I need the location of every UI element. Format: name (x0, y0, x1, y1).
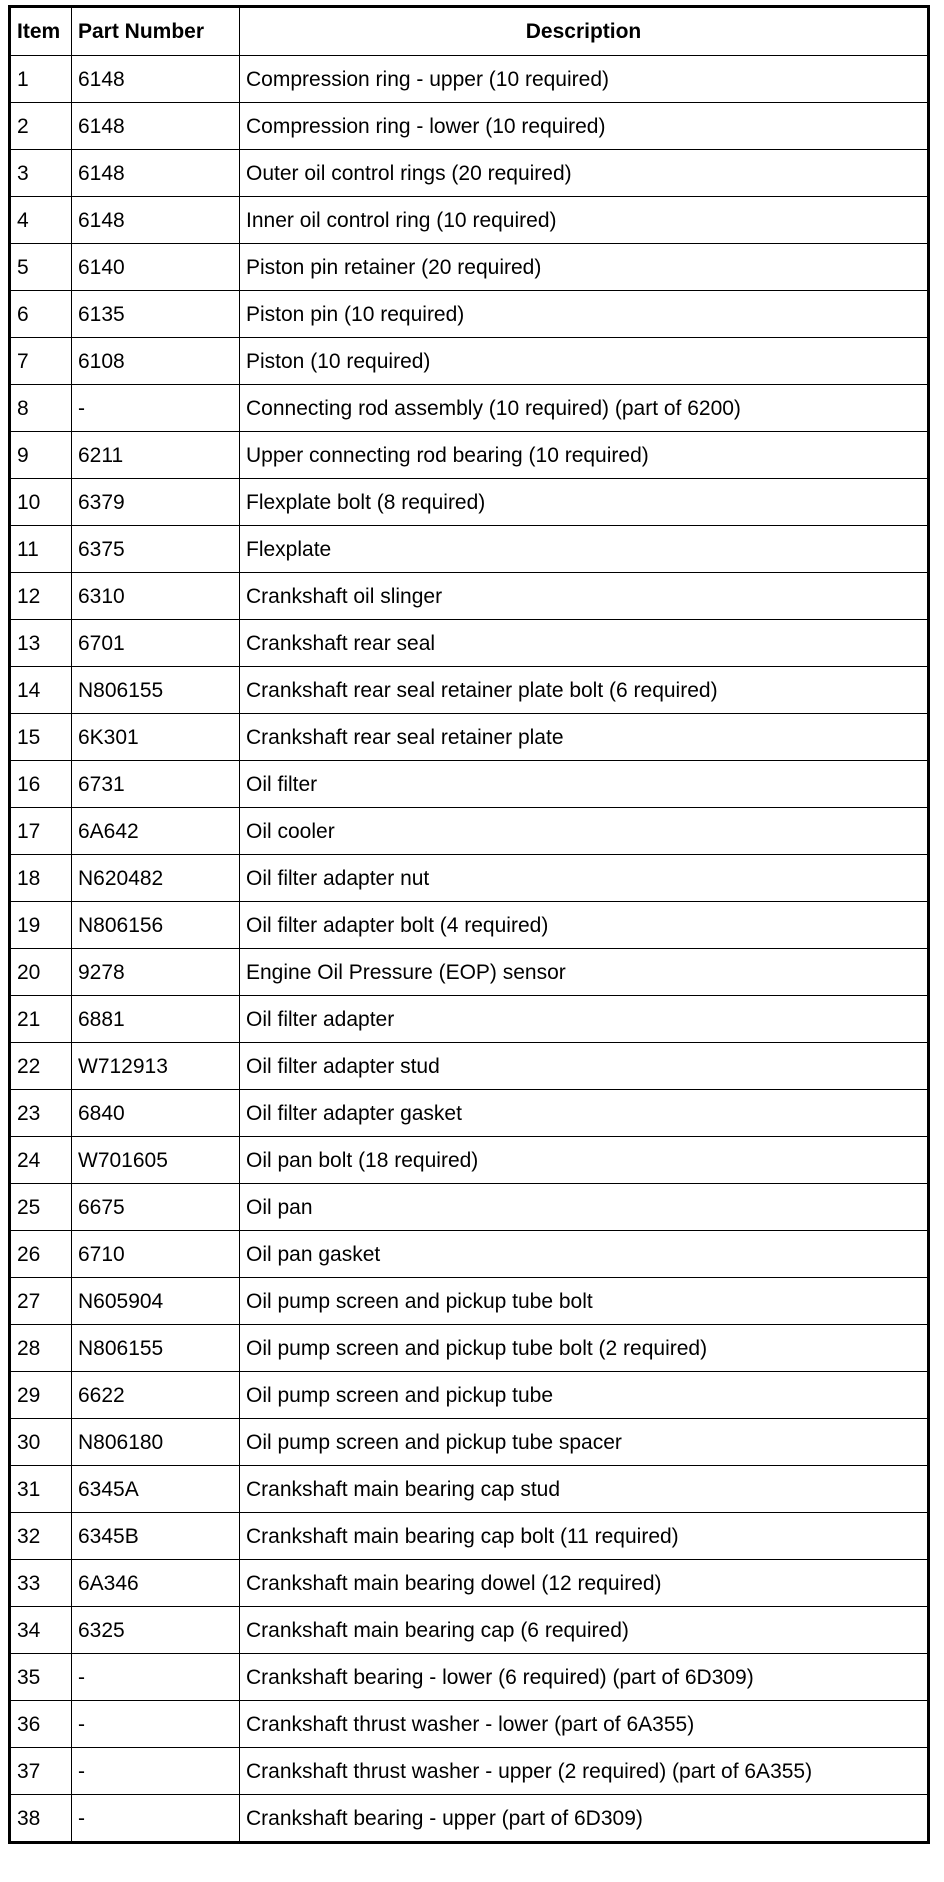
table-row (10, 526, 929, 573)
part-number-cell: 6K301 (72, 714, 240, 761)
description-cell: Crankshaft thrust washer - lower (part of 6A355) (240, 1701, 929, 1748)
table-row (10, 1607, 929, 1654)
part-number-cell: N806180 (72, 1419, 240, 1466)
description-cell: Outer oil control rings (20 required) (240, 150, 929, 197)
description-cell: Oil cooler (240, 808, 929, 855)
description-cell: Crankshaft thrust washer - upper (2 required) (part of 6A355) (240, 1748, 929, 1795)
parts-table (8, 5, 930, 1844)
description-cell: Oil filter adapter (240, 996, 929, 1043)
table-row (10, 432, 929, 479)
table-row (10, 1701, 929, 1748)
item-cell: 4 (10, 197, 72, 244)
item-cell: 37 (10, 1748, 72, 1795)
part-number-cell: 6135 (72, 291, 240, 338)
header-row (10, 7, 929, 56)
part-number-cell: 6148 (72, 56, 240, 103)
part-number-cell: 6710 (72, 1231, 240, 1278)
table-row (10, 385, 929, 432)
part-number-cell: 6310 (72, 573, 240, 620)
description-cell: Crankshaft main bearing dowel (12 required) (240, 1560, 929, 1607)
part-number-cell: 6840 (72, 1090, 240, 1137)
table-row (10, 1795, 929, 1843)
part-number-cell: 6148 (72, 150, 240, 197)
item-cell: 30 (10, 1419, 72, 1466)
item-cell: 8 (10, 385, 72, 432)
part-number-cell: 6701 (72, 620, 240, 667)
description-cell: Compression ring - upper (10 required) (240, 56, 929, 103)
table-row (10, 1654, 929, 1701)
item-cell: 14 (10, 667, 72, 714)
item-cell: 32 (10, 1513, 72, 1560)
table-row (10, 1419, 929, 1466)
table-row (10, 1466, 929, 1513)
description-cell: Crankshaft rear seal retainer plate (240, 714, 929, 761)
part-number-cell: W701605 (72, 1137, 240, 1184)
column-header-part-number: Part Number (72, 7, 240, 56)
table-row (10, 1137, 929, 1184)
item-cell: 9 (10, 432, 72, 479)
item-cell: 17 (10, 808, 72, 855)
item-cell: 36 (10, 1701, 72, 1748)
description-cell: Flexplate bolt (8 required) (240, 479, 929, 526)
column-header-description: Description (240, 7, 929, 56)
description-cell: Piston pin (10 required) (240, 291, 929, 338)
item-cell: 10 (10, 479, 72, 526)
description-cell: Flexplate (240, 526, 929, 573)
item-cell: 24 (10, 1137, 72, 1184)
description-cell: Oil pan gasket (240, 1231, 929, 1278)
table-row (10, 103, 929, 150)
part-number-cell: 6345B (72, 1513, 240, 1560)
description-cell: Crankshaft bearing - upper (part of 6D309) (240, 1795, 929, 1843)
part-number-cell: 6A642 (72, 808, 240, 855)
table-row (10, 573, 929, 620)
item-cell: 5 (10, 244, 72, 291)
item-cell: 23 (10, 1090, 72, 1137)
part-number-cell: 6881 (72, 996, 240, 1043)
item-cell: 20 (10, 949, 72, 996)
part-number-cell: 6379 (72, 479, 240, 526)
table-row (10, 1372, 929, 1419)
table-body (10, 56, 929, 1843)
description-cell: Piston pin retainer (20 required) (240, 244, 929, 291)
item-cell: 21 (10, 996, 72, 1043)
part-number-cell: 6375 (72, 526, 240, 573)
description-cell: Oil pan (240, 1184, 929, 1231)
table-row (10, 1748, 929, 1795)
item-cell: 12 (10, 573, 72, 620)
part-number-cell: 6622 (72, 1372, 240, 1419)
description-cell: Oil pump screen and pickup tube bolt (240, 1278, 929, 1325)
table-row (10, 996, 929, 1043)
item-cell: 29 (10, 1372, 72, 1419)
description-cell: Oil pump screen and pickup tube bolt (2 required) (240, 1325, 929, 1372)
part-number-cell: 6675 (72, 1184, 240, 1231)
part-number-cell: 6731 (72, 761, 240, 808)
part-number-cell: 6148 (72, 197, 240, 244)
part-number-cell: N806155 (72, 1325, 240, 1372)
part-number-cell: 9278 (72, 949, 240, 996)
item-cell: 19 (10, 902, 72, 949)
table-row (10, 1513, 929, 1560)
table-row (10, 1325, 929, 1372)
description-cell: Oil pan bolt (18 required) (240, 1137, 929, 1184)
column-header-item: Item (10, 7, 72, 56)
table-row (10, 949, 929, 996)
description-cell: Crankshaft main bearing cap stud (240, 1466, 929, 1513)
table-row (10, 56, 929, 103)
item-cell: 35 (10, 1654, 72, 1701)
table-row (10, 244, 929, 291)
table-row (10, 855, 929, 902)
item-cell: 2 (10, 103, 72, 150)
table-row (10, 1278, 929, 1325)
item-cell: 25 (10, 1184, 72, 1231)
table-row (10, 1560, 929, 1607)
part-number-cell: N806156 (72, 902, 240, 949)
item-cell: 3 (10, 150, 72, 197)
description-cell: Crankshaft oil slinger (240, 573, 929, 620)
item-cell: 26 (10, 1231, 72, 1278)
part-number-cell: N620482 (72, 855, 240, 902)
table-row (10, 761, 929, 808)
item-cell: 33 (10, 1560, 72, 1607)
item-cell: 7 (10, 338, 72, 385)
table-row (10, 902, 929, 949)
description-cell: Crankshaft bearing - lower (6 required) (part of 6D309) (240, 1654, 929, 1701)
part-number-cell: - (72, 1748, 240, 1795)
part-number-cell: 6108 (72, 338, 240, 385)
table-row (10, 150, 929, 197)
description-cell: Oil pump screen and pickup tube spacer (240, 1419, 929, 1466)
part-number-cell: - (72, 1654, 240, 1701)
table-row (10, 1043, 929, 1090)
table-row (10, 291, 929, 338)
item-cell: 31 (10, 1466, 72, 1513)
part-number-cell: - (72, 1701, 240, 1748)
table-row (10, 1090, 929, 1137)
description-cell: Crankshaft rear seal retainer plate bolt (6 required) (240, 667, 929, 714)
item-cell: 1 (10, 56, 72, 103)
part-number-cell: N605904 (72, 1278, 240, 1325)
table-row (10, 479, 929, 526)
description-cell: Piston (10 required) (240, 338, 929, 385)
part-number-cell: 6148 (72, 103, 240, 150)
description-cell: Upper connecting rod bearing (10 required) (240, 432, 929, 479)
table-row (10, 1184, 929, 1231)
item-cell: 18 (10, 855, 72, 902)
table-row (10, 620, 929, 667)
part-number-cell: 6A346 (72, 1560, 240, 1607)
description-cell: Connecting rod assembly (10 required) (part of 6200) (240, 385, 929, 432)
table-row (10, 808, 929, 855)
description-cell: Inner oil control ring (10 required) (240, 197, 929, 244)
description-cell: Compression ring - lower (10 required) (240, 103, 929, 150)
table-header (10, 7, 929, 56)
item-cell: 6 (10, 291, 72, 338)
part-number-cell: - (72, 1795, 240, 1843)
description-cell: Oil filter adapter bolt (4 required) (240, 902, 929, 949)
description-cell: Crankshaft rear seal (240, 620, 929, 667)
part-number-cell: 6345A (72, 1466, 240, 1513)
description-cell: Crankshaft main bearing cap (6 required) (240, 1607, 929, 1654)
item-cell: 15 (10, 714, 72, 761)
description-cell: Oil filter (240, 761, 929, 808)
part-number-cell: 6140 (72, 244, 240, 291)
item-cell: 38 (10, 1795, 72, 1843)
table-row (10, 714, 929, 761)
description-cell: Engine Oil Pressure (EOP) sensor (240, 949, 929, 996)
part-number-cell: 6325 (72, 1607, 240, 1654)
part-number-cell: 6211 (72, 432, 240, 479)
table-row (10, 338, 929, 385)
item-cell: 13 (10, 620, 72, 667)
item-cell: 28 (10, 1325, 72, 1372)
item-cell: 27 (10, 1278, 72, 1325)
table-row (10, 1231, 929, 1278)
description-cell: Oil filter adapter stud (240, 1043, 929, 1090)
part-number-cell: N806155 (72, 667, 240, 714)
item-cell: 34 (10, 1607, 72, 1654)
table-row (10, 197, 929, 244)
table-row (10, 667, 929, 714)
description-cell: Oil filter adapter gasket (240, 1090, 929, 1137)
item-cell: 11 (10, 526, 72, 573)
part-number-cell: - (72, 385, 240, 432)
description-cell: Oil filter adapter nut (240, 855, 929, 902)
description-cell: Crankshaft main bearing cap bolt (11 required) (240, 1513, 929, 1560)
part-number-cell: W712913 (72, 1043, 240, 1090)
item-cell: 22 (10, 1043, 72, 1090)
description-cell: Oil pump screen and pickup tube (240, 1372, 929, 1419)
item-cell: 16 (10, 761, 72, 808)
